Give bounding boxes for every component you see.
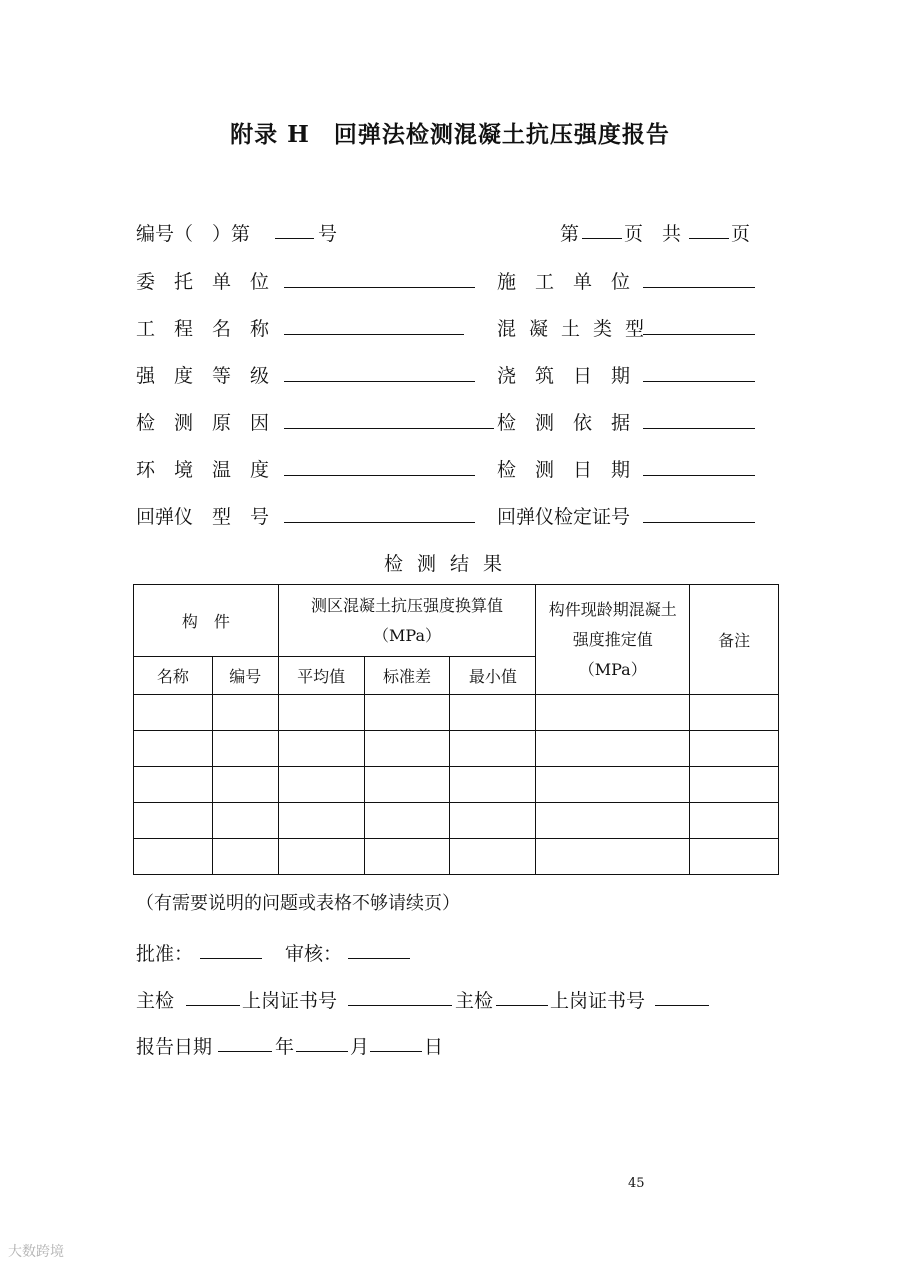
field-reason-label: 检 测 原 因	[136, 412, 270, 434]
table-cell[interactable]	[134, 767, 213, 803]
col-est-line2: 强度推定值	[572, 629, 653, 649]
table-row	[134, 839, 779, 875]
cert-field-1[interactable]	[348, 1005, 452, 1006]
field-hammer-model-input[interactable]	[284, 522, 475, 523]
table-row	[134, 803, 779, 839]
inspector-label-2: 主检	[455, 990, 494, 1012]
field-test-date-label: 检 测 日 期	[497, 459, 631, 481]
field-pour-date-input[interactable]	[643, 381, 755, 382]
table-row	[134, 767, 779, 803]
table-cell[interactable]	[450, 695, 536, 731]
field-concrete-type-input[interactable]	[643, 334, 755, 335]
day-label: 日	[424, 1036, 444, 1058]
report-date-label: 报告日期	[136, 1036, 213, 1058]
inspector-field-2[interactable]	[496, 1005, 548, 1006]
table-cell[interactable]	[690, 767, 779, 803]
document-title: 附录 H 回弹法检测混凝土抗压强度报告	[230, 121, 670, 148]
field-pour-date-label: 浇 筑 日 期	[497, 365, 631, 387]
table-cell[interactable]	[450, 803, 536, 839]
table-cell[interactable]	[690, 695, 779, 731]
page-label-2: 页 共	[624, 223, 682, 245]
field-temperature-input[interactable]	[284, 475, 475, 476]
table-cell[interactable]	[134, 731, 213, 767]
col-zone-line1: 测区混凝土抗压强度换算值	[311, 595, 504, 615]
serial-number-field[interactable]	[275, 238, 314, 239]
continuation-note: （有需要说明的问题或表格不够请续页）	[136, 893, 460, 914]
serial-suffix: 号	[318, 223, 338, 245]
page-label-3: 页	[731, 223, 751, 245]
report-month-field[interactable]	[296, 1051, 348, 1052]
report-day-field[interactable]	[370, 1051, 422, 1052]
table-cell[interactable]	[134, 839, 213, 875]
table-cell[interactable]	[134, 695, 213, 731]
col-component: 构 件	[134, 585, 279, 657]
page-number: 45	[628, 1176, 645, 1191]
table-cell[interactable]	[450, 731, 536, 767]
cert-label-1: 上岗证书号	[242, 990, 338, 1012]
total-pages-field[interactable]	[689, 238, 729, 239]
field-project-input[interactable]	[284, 334, 464, 335]
sub-std-dev: 标准差	[364, 657, 450, 695]
cert-field-2[interactable]	[655, 1005, 709, 1006]
table-cell[interactable]	[212, 767, 278, 803]
col-zone-strength	[278, 585, 536, 657]
table-cell[interactable]	[536, 731, 690, 767]
table-cell[interactable]	[278, 839, 364, 875]
table-cell[interactable]	[536, 767, 690, 803]
table-cell[interactable]	[690, 803, 779, 839]
field-cert-no-input[interactable]	[643, 522, 755, 523]
sub-name: 名称	[134, 657, 213, 695]
field-project-label: 工 程 名 称	[136, 318, 270, 340]
sub-average: 平均值	[278, 657, 364, 695]
table-row	[134, 731, 779, 767]
table-cell[interactable]	[536, 839, 690, 875]
field-hammer-model-label: 回弹仪 型 号	[136, 506, 270, 528]
inspector-label-1: 主检	[136, 990, 175, 1012]
table-cell[interactable]	[450, 767, 536, 803]
table-cell[interactable]	[364, 695, 450, 731]
col-estimated-strength	[536, 585, 690, 695]
table-cell[interactable]	[364, 839, 450, 875]
table-cell[interactable]	[212, 803, 278, 839]
page-field[interactable]	[582, 238, 622, 239]
table-cell[interactable]	[364, 803, 450, 839]
field-reason-input[interactable]	[284, 428, 494, 429]
table-cell[interactable]	[690, 839, 779, 875]
table-cell[interactable]	[212, 695, 278, 731]
field-test-date-input[interactable]	[643, 475, 755, 476]
results-table	[133, 584, 779, 875]
table-cell[interactable]	[212, 839, 278, 875]
results-section-title: 检测结果	[383, 553, 516, 575]
table-cell[interactable]	[278, 731, 364, 767]
col-zone-line2: （MPa）	[373, 625, 442, 645]
sub-minimum: 最小值	[450, 657, 536, 695]
field-client-input[interactable]	[284, 287, 475, 288]
table-cell[interactable]	[134, 803, 213, 839]
field-temperature-label: 环 境 温 度	[136, 459, 270, 481]
review-field[interactable]	[348, 958, 410, 959]
table-cell[interactable]	[278, 695, 364, 731]
serial-prefix: 编号（ ）第	[136, 223, 251, 245]
col-remark: 备注	[690, 585, 779, 695]
table-cell[interactable]	[278, 803, 364, 839]
table-row	[134, 695, 779, 731]
col-est-line1: 构件现龄期混凝土	[548, 599, 677, 619]
field-grade-input[interactable]	[284, 381, 475, 382]
inspector-field-1[interactable]	[186, 1005, 240, 1006]
table-cell[interactable]	[278, 767, 364, 803]
month-label: 月	[350, 1036, 370, 1058]
field-client-label: 委 托 单 位	[136, 271, 270, 293]
approve-field[interactable]	[200, 958, 262, 959]
field-standard-input[interactable]	[643, 428, 755, 429]
year-label: 年	[275, 1036, 295, 1058]
field-grade-label: 强 度 等 级	[136, 365, 270, 387]
field-contractor-input[interactable]	[643, 287, 755, 288]
field-standard-label: 检 测 依 据	[497, 412, 631, 434]
page-label-1: 第	[560, 223, 580, 245]
sub-number: 编号	[212, 657, 278, 695]
watermark-logo: 大数跨境	[8, 1244, 64, 1260]
table-cell[interactable]	[364, 731, 450, 767]
table-cell[interactable]	[536, 695, 690, 731]
review-label: 审核：	[285, 943, 343, 965]
field-concrete-type-label: 混 凝 土 类 型	[497, 318, 642, 340]
table-cell[interactable]	[450, 839, 536, 875]
table-cell[interactable]	[364, 767, 450, 803]
results-body	[134, 695, 779, 875]
report-year-field[interactable]	[218, 1051, 272, 1052]
table-cell[interactable]	[536, 803, 690, 839]
table-cell[interactable]	[690, 731, 779, 767]
approve-label: 批准：	[136, 943, 194, 965]
col-est-line3: （MPa）	[578, 659, 647, 679]
cert-label-2: 上岗证书号	[550, 990, 646, 1012]
field-contractor-label: 施 工 单 位	[497, 271, 631, 293]
table-cell[interactable]	[212, 731, 278, 767]
field-cert-no-label: 回弹仪检定证号	[497, 506, 631, 528]
